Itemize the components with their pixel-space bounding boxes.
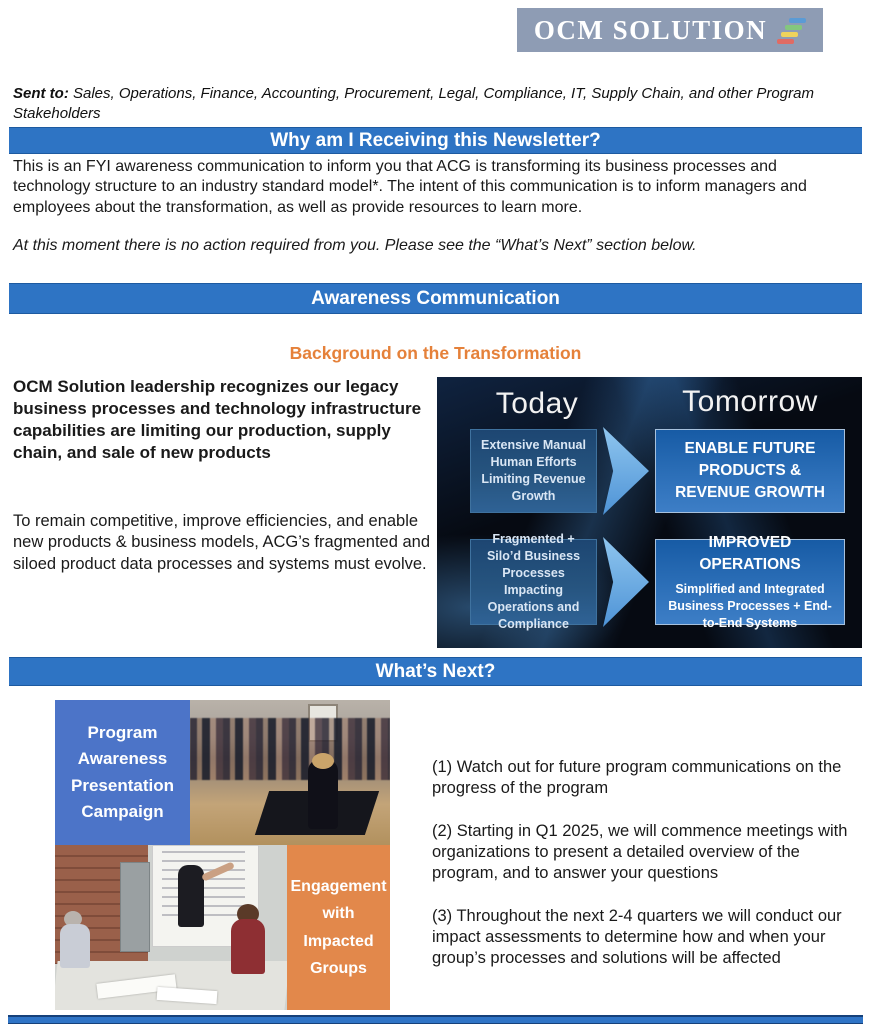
today-box-1-text: Extensive Manual Human Efforts Limiting Revenue Growth <box>481 438 586 503</box>
right-arrow-icon <box>603 427 649 515</box>
right-arrow-icon <box>603 537 649 627</box>
attendee-shape <box>231 919 265 974</box>
workshop-photo <box>55 845 287 1010</box>
tomorrow-label: Tomorrow <box>682 385 818 418</box>
section-banner-why-title: Why am I Receiving this Newsletter? <box>270 129 601 151</box>
action-note: At this moment there is no action required from you. Please see the “What’s Next” section below. <box>13 237 697 254</box>
logo-banner <box>517 8 823 52</box>
presenter-shape <box>308 759 338 829</box>
crowd-shape <box>190 718 390 780</box>
tomorrow-box-2 <box>655 534 845 631</box>
audience-photo <box>190 700 390 845</box>
list-item: (3) Throughout the next 2-4 quarters we will conduct our impact assessments to determine how and when your group’s processes and solutions will be affected <box>432 906 842 967</box>
logo-text: OCM SOLUTION <box>533 14 768 45</box>
tomorrow-box-2-body: Simplified and Integrated Business Processes + End-to-End Systems <box>668 582 832 631</box>
logo-bars-icon <box>777 18 806 44</box>
section-banner-whats-next-title: What’s Next? <box>375 660 496 682</box>
sent-to-text: Sales, Operations, Finance, Accounting, Procurement, Legal, Compliance, IT, Supply Chain, and other Program Stakeholders <box>13 85 814 122</box>
section-banner-whats-next <box>9 657 862 686</box>
background-body-text: To remain competitive, improve efficiencies, and enable new products & business models, ACG’s fragmented and siloed product data processes and systems must evolve. <box>13 512 431 573</box>
bottom-section-bar <box>8 1015 863 1024</box>
engagement-box <box>287 845 390 1010</box>
today-box-1 <box>470 429 597 513</box>
tomorrow-box-2-title: IMPROVED OPERATIONS <box>699 534 801 573</box>
list-item: (1) Watch out for future program communications on the progress of the program <box>432 758 842 797</box>
tomorrow-box-1-title: ENABLE FUTURE PRODUCTS & REVENUE GROWTH <box>675 440 825 501</box>
section-banner-awareness-title: Awareness Communication <box>311 287 560 309</box>
whats-next-collage <box>55 700 390 1010</box>
today-box-2-text: Fragmented + Silo’d Business Processes Impacting Operations and Compliance <box>486 532 581 631</box>
transformation-graphic <box>437 377 862 648</box>
sent-to-line <box>13 84 858 123</box>
attendee-shape <box>60 924 90 968</box>
next-steps-list <box>432 757 864 991</box>
background-lead-text: OCM Solution leadership recognizes our legacy business processes and technology infrastructure capabilities are limiting our production, supply chain, and sale of new products <box>13 377 422 463</box>
facilitator-shape <box>178 865 204 927</box>
presenter-hair-shape <box>312 753 334 769</box>
section-banner-why <box>9 127 862 154</box>
tomorrow-box-1 <box>655 429 845 513</box>
background-heading: Background on the Transformation <box>289 343 582 363</box>
program-awareness-label: Program Awareness Presentation Campaign <box>71 722 174 821</box>
program-awareness-box <box>55 700 190 845</box>
list-item: (2) Starting in Q1 2025, we will commence meetings with organizations to present a detailed overview of the program, and to answer your questions <box>432 821 848 882</box>
cabinet-shape <box>120 862 150 953</box>
why-paragraph: This is an FYI awareness communication to inform you that ACG is transforming its business processes and technology structure to an industry standard model*. The intent of this communication is to inform managers and employees about the transformation, as well as provide resources to learn more. <box>13 158 807 216</box>
today-box-2 <box>470 532 597 631</box>
section-banner-awareness <box>9 283 862 314</box>
engagement-label: Engagement with Impacted Groups <box>290 878 387 977</box>
sent-to-label: Sent to: <box>13 85 69 102</box>
today-label: Today <box>495 387 579 420</box>
